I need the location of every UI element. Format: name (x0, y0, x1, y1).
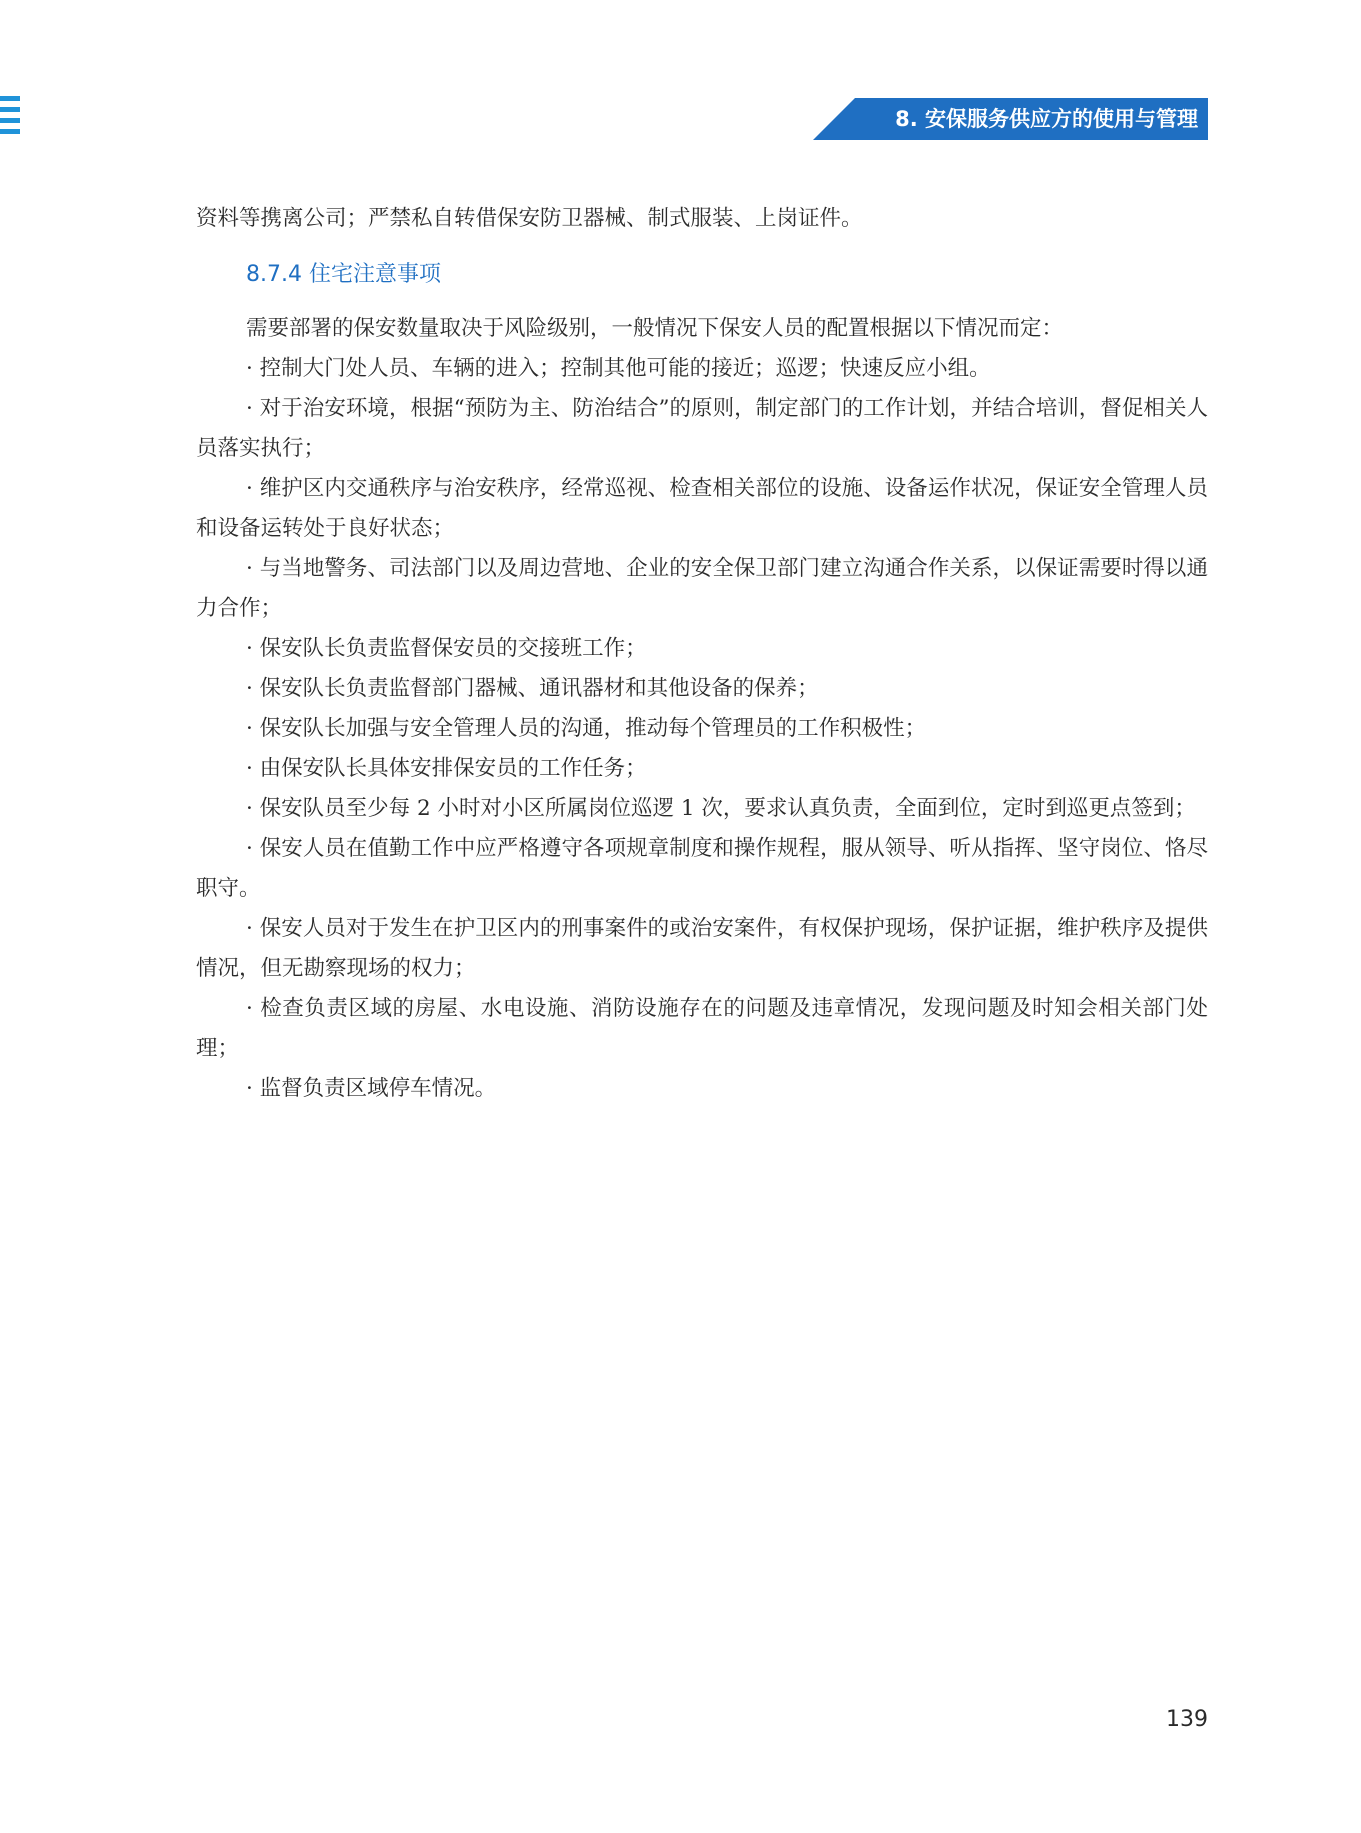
list-item: · 监督负责区域停车情况。 (246, 1076, 497, 1101)
stripe (0, 96, 20, 101)
section-heading: 8.7.4 住宅注意事项 (246, 262, 441, 287)
chapter-header-banner (813, 98, 1208, 140)
edge-stripes-decoration (0, 96, 20, 146)
list-item: · 保安人员对于发生在护卫区内的刑事案件的或治安案件，有权保护现场，保护证据，维护秩序及提供情况，但无勘察现场的权力； (196, 916, 1208, 981)
list-item: · 保安队长负责监督保安员的交接班工作； (246, 636, 647, 661)
list-item: · 由保安队长具体安排保安员的工作任务； (246, 756, 647, 781)
stripe (0, 107, 20, 112)
list-item: · 保安队员至少每 2 小时对小区所属岗位巡逻 1 次，要求认真负责，全面到位，定时到巡更点签到； (246, 796, 1196, 821)
list-item: · 检查负责区域的房屋、水电设施、消防设施存在的问题及违章情况，发现问题及时知会相关部门处理； (196, 996, 1208, 1061)
chapter-title: 8. 安保服务供应方的使用与管理 (895, 107, 1198, 131)
page-number: 139 (1166, 1707, 1208, 1732)
list-item: · 对于治安环境，根据“预防为主、防治结合”的原则，制定部门的工作计划，并结合培训，督促相关人员落实执行； (196, 396, 1208, 461)
list-item: · 与当地警务、司法部门以及周边营地、企业的安全保卫部门建立沟通合作关系，以保证需要时得以通力合作； (196, 556, 1208, 621)
list-item: · 保安队长负责监督部门器械、通讯器材和其他设备的保养； (246, 676, 819, 701)
list-item: · 保安人员在值勤工作中应严格遵守各项规章制度和操作规程，服从领导、听从指挥、坚守岗位、恪尽职守。 (196, 836, 1208, 901)
list-item: · 维护区内交通秩序与治安秩序，经常巡视、检查相关部位的设施、设备运作状况，保证安全管理人员和设备运转处于良好状态； (196, 476, 1208, 541)
carryover-paragraph: 资料等携离公司；严禁私自转借保安防卫器械、制式服装、上岗证件。 (196, 206, 863, 231)
list-item: · 控制大门处人员、车辆的进入；控制其他可能的接近；巡逻；快速反应小组。 (246, 356, 991, 381)
intro-paragraph: 需要部署的保安数量取决于风险级别，一般情况下保安人员的配置根据以下情况而定： (246, 316, 1064, 341)
page-content (196, 199, 1208, 1109)
bullet-list (196, 349, 1208, 1109)
stripe (0, 129, 20, 134)
list-item: · 保安队长加强与安全管理人员的沟通，推动每个管理员的工作积极性； (246, 716, 927, 741)
stripe (0, 118, 20, 123)
